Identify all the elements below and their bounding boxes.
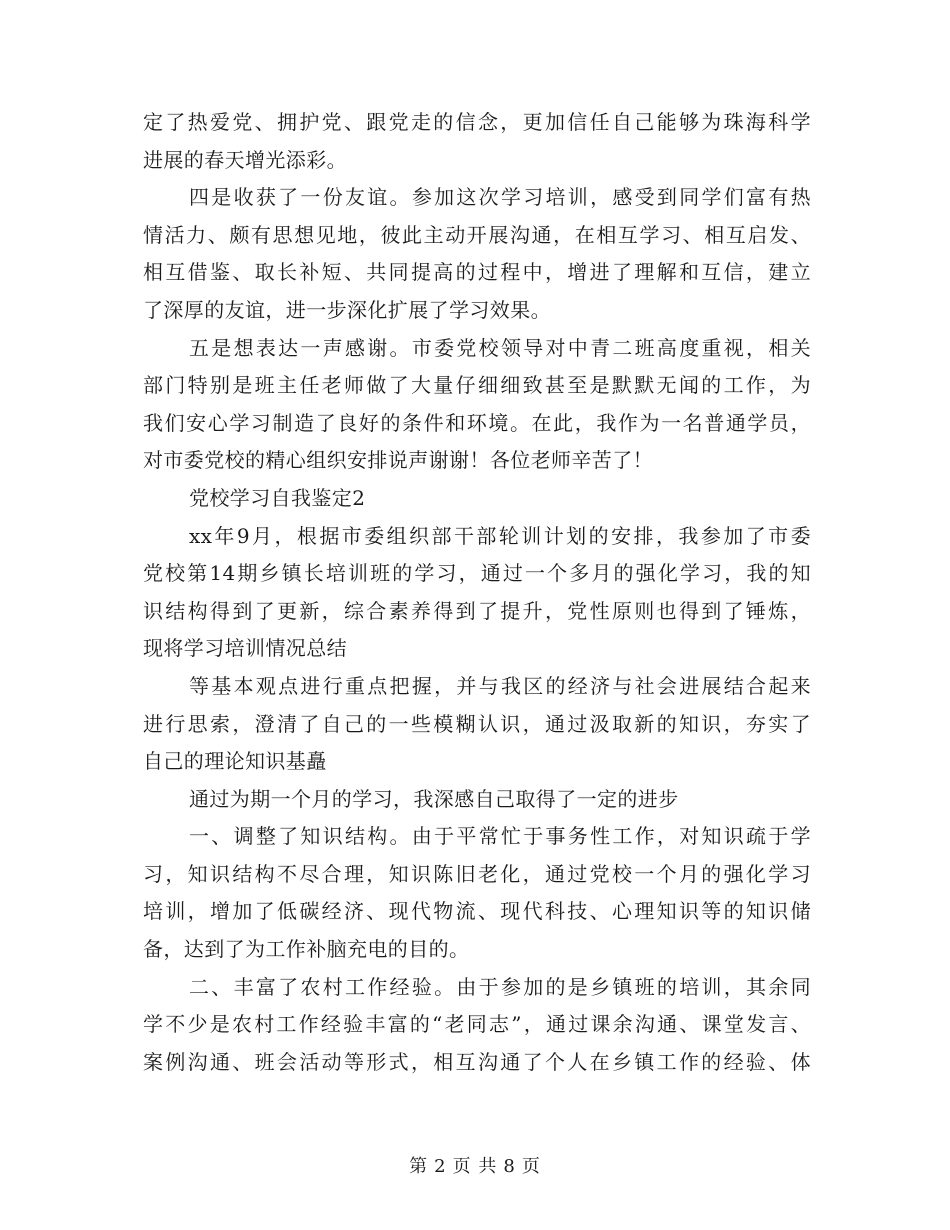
text-line: 学不少是农村工作经验丰富的“老同志”，通过课余沟通、课堂发言、 [143,1012,811,1037]
text-line: 进展的春天增光添彩。 [143,147,347,172]
text-line: 了深厚的友谊，进一步深化扩展了学习效果。 [143,297,551,322]
text-line: 培训，增加了低碳经济、现代物流、现代科技、心理知识等的知识储 [143,899,811,924]
text-line: 党校第14期乡镇长培训班的学习，通过一个多月的强化学习，我的知 [143,561,811,586]
text-line: 对市委党校的精心组织安排说声谢谢！各位老师辛苦了！ [143,448,653,473]
document-body [143,104,811,1081]
text-line: 情活力、颇有思想见地，彼此主动开展沟通，在相互学习、相互启发、 [143,222,811,247]
text-line: 五是想表达一声感谢。市委党校领导对中青二班高度重视，相关 [189,335,811,360]
text-line: 习，知识结构不尽合理，知识陈旧老化，通过党校一个月的强化学习 [143,861,811,886]
text-line: 二、丰富了农村工作经验。由于参加的是乡镇班的培训，其余同 [189,974,811,999]
text-line: 部门特别是班主任老师做了大量仔细细致甚至是默默无闻的工作，为 [143,373,811,398]
text-line: 案例沟通、班会活动等形式，相互沟通了个人在乡镇工作的经验、体 [143,1049,811,1074]
text-line: 自己的理论知识基矗 [143,749,327,774]
footer-suffix: 页 [521,1156,541,1177]
text-line: xx年9月，根据市委组织部干部轮训计划的安排，我参加了市委 [189,523,811,548]
text-line: 我们安心学习制造了良好的条件和环境。在此，我作为一名普通学员， [143,410,811,435]
text-line: 相互借鉴、取长补短、共同提高的过程中，增进了理解和互信，建立 [143,260,811,285]
text-line: 通过为期一个月的学习，我深感自己取得了一定的进步 [189,786,679,811]
text-line: 党校学习自我鉴定2 [189,485,366,510]
footer-middle: 页 共 [452,1156,498,1177]
text-line: 备，达到了为工作补脑充电的目的。 [143,937,470,962]
footer-prefix: 第 [409,1156,429,1177]
text-line: 现将学习培训情况总结 [143,636,347,661]
text-line: 等基本观点进行重点把握，并与我区的经济与社会进展结合起来 [189,673,811,698]
text-line: 四是收获了一份友谊。参加这次学习培训，感受到同学们富有热 [189,185,811,210]
text-line: 定了热爱党、拥护党、跟党走的信念，更加信任自己能够为珠海科学 [143,110,811,134]
footer-page-number: 2 [434,1156,447,1177]
page-footer [0,1152,950,1178]
footer-total-pages: 8 [503,1156,516,1177]
text-line: 一、调整了知识结构。由于平常忙于事务性工作，对知识疏于学 [189,824,811,849]
text-line: 进行思索，澄清了自己的一些模糊认识，通过汲取新的知识，夯实了 [143,711,811,736]
text-line: 识结构得到了更新，综合素养得到了提升，党性原则也得到了锤炼， [143,598,811,623]
